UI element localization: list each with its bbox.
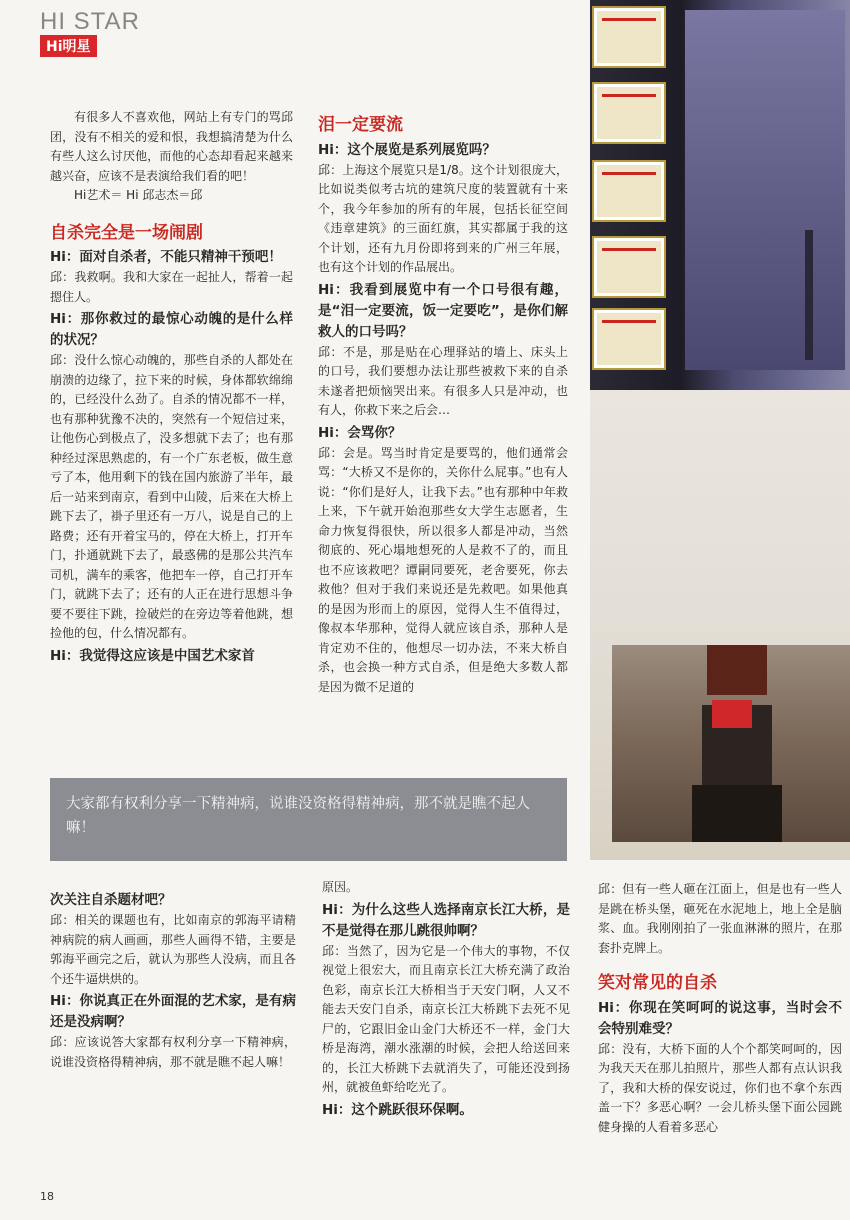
article-column-1 [50,108,293,667]
installation-red-block [712,700,752,728]
question: Hi：你现在笑呵呵的说这事，当时会不会特别难受？ [598,999,842,1037]
answer: 原因。 [322,880,359,894]
question: Hi：你说真正在外面混的艺术家，是有病还是没病啊？ [50,993,296,1030]
certificate-frame [592,160,666,222]
lamp-post [805,230,813,360]
pull-quote: 大家都有权利分享一下精神病，说谁没资格得精神病，那不就是瞧不起人嘛！ [50,778,567,861]
answer: 邱：没什么惊心动魄的，那些自杀的人都处在崩溃的边缘了，拉下来的时候，身体都软绵绵的，已经没什么劲了。自杀的情况都不一样，也有那种犹豫不决的，突然有一个短信过来，让他伤心到极点了，没多想就下去了；也有那种经过深思熟虑的，有一个广东老板，做生意亏了本，他用剩下的钱在国内旅游了半年，最后一站来到南京，看到中山陵，后来在大桥上跳下去了，褂子里还有一万八，说是自己的上路费；还有开着宝马的，停在大桥上，打开车门，扑通就跳下去了，最惑佛的是那公共汽车司机，满车的乘客，他把车一停，自己打开车门，就跳下去了；还有的人正在进行思想斗争要不要往下跳，捡破烂的在旁边等着他跳，想捡他的包，什么情况都有。 [50,353,293,640]
question: Hi：为什么这些人选择南京长江大桥，是不是觉得在那儿跳很帅啊？ [322,901,570,939]
article-column-2 [318,110,568,697]
answer: 邱：没有，大桥下面的人个个都笑呵呵的，因为我天天在那儿拍照片，那些人都有点认识我了，我和大桥的保安说过，你们也不拿个东西盖一下？多恶心啊？一会儿桥头堡下面公园跳健身操的人看着多恶心 [598,1041,842,1134]
question: 次关注自杀题材吧？ [50,892,172,908]
certificate-frame [592,82,666,144]
certificate-frame [592,308,666,370]
section-heading: 泪一定要流 [318,115,403,135]
question: Hi：面对自杀者，不能只精神干预吧！ [50,249,282,265]
masthead [40,8,140,57]
answer: 邱：不是，那是贴在心理驿站的墙上、床头上的口号，我们要想办法让那些被救下来的自杀未遂者把烦恼哭出来。有很多人只是冲动，也有人，你救下来之后会… [318,344,568,417]
question: Hi：这个展览是系列展览吗？ [318,141,496,158]
answer: 邱：当然了，因为它是一个伟大的事物，不仅视觉上很宏大，而且南京长江大桥充满了政治色彩，南京长江大桥相当于天安门啊，人又不能去天安门自杀，南京长江大桥跳下去死不见尸的，它跟旧金山金门大桥还不一样，金门大桥是海湾，潮水涨潮的时候，会把人给送回来的，长江大桥跳下去就消失了，可能还没到扬州，就被鱼虾给吃光了。 [322,943,570,1094]
answer: 邱：我救啊。我和大家在一起扯人，帮着一起摁住人。 [50,270,293,304]
question: Hi：那你救过的最惊心动魄的是什么样的状况？ [50,311,293,348]
installation-lamp [707,645,767,695]
answer: 邱：上海这个展览只是1/8。这个计划很庞大，比如说类似考古坑的建筑尺度的装置就有十来个，我今年参加的所有的年展，包括长征空间《违章建筑》的三面红旗，其实都属于我的这个计划，还有九月份即将到来的广州三年展，也有这个计划的作品展出。 [318,162,568,274]
byline: Hi艺术＝ Hi 邱志杰＝邱 [74,188,203,202]
answer: 邱：应该说答大家都有权利分享一下精神病，说谁没资格得精神病，那不就是瞧不起人嘛！ [50,1035,296,1069]
article-column-bottom-2 [322,878,570,1121]
article-column-bottom-3 [598,880,842,1137]
answer: 邱：相关的课题也有，比如南京的郭海平请精神病院的病人画画，那些人画得不错，主要是郭海平画完之后，就认为那些人没病，而且各个还牛逼烘烘的。 [50,913,296,986]
section-heading: 自杀完全是一场闹剧 [50,222,203,243]
section-heading: 笑对常见的自杀 [598,973,717,993]
question: Hi：我看到展览中有一个口号很有趣，是“泪一定要流，饭一定要吃”，是你们解救人的口号吗？ [318,281,568,340]
page-number: 18 [40,1190,54,1203]
answer: 邱：但有一些人砸在江面上，但是也有一些人是跳在桥头堡，砸死在水泥地上，地上全是脑浆、血。我刚刚拍了一张血淋淋的照片，在那套扑克牌上。 [598,882,842,955]
question: Hi：这个跳跃很环保啊。 [322,1101,473,1118]
answer: 邱：会是。骂当时肯定是要骂的，他们通常会骂：“大桥又不是你的，关你什么屁事。”也有人说：“你们是好人，让我下去。”也有那种中年救上来，下午就开始泡那些女大学生志愿者，生命力恢复得很快，所以很多人都是冲动，当然彻底的、死心塌地想死的人是救不了的，而且也不应该救吧？谭嗣同要死，老舍要死，你去救他？但对于我们来说还是先救吧。如果他真的是因为形而上的原因，觉得人生不值得过，像叔本华那种，觉得人就应该自杀，那种人是肯定劝不住的，他想尽一切办法，不来大桥自杀，也会换一种方式自杀，但是绝大多数人都是因为微不足道的 [318,445,568,694]
certificate-frame [592,6,666,68]
certificate-frame [592,236,666,298]
bridge-pillar-image [685,10,845,370]
installation-base [692,785,782,842]
question: Hi：我觉得这应该是中国艺术家首 [50,647,255,664]
intro-paragraph: 有很多人不喜欢他，网站上有专门的骂邱团，没有不相关的爱和恨，我想搞清楚为什么有些人这么讨厌他，而他的心态却看起来越来越兴奋，应该不是表演给我们看的吧！ [50,110,293,183]
exhibition-wall-photo [590,0,850,390]
article-column-bottom-1 [50,888,296,1072]
installation-photo [612,645,850,842]
masthead-brand: HI STAR [40,8,140,35]
masthead-tag: Hi明星 [40,35,97,57]
question: Hi：会骂你？ [318,424,402,441]
